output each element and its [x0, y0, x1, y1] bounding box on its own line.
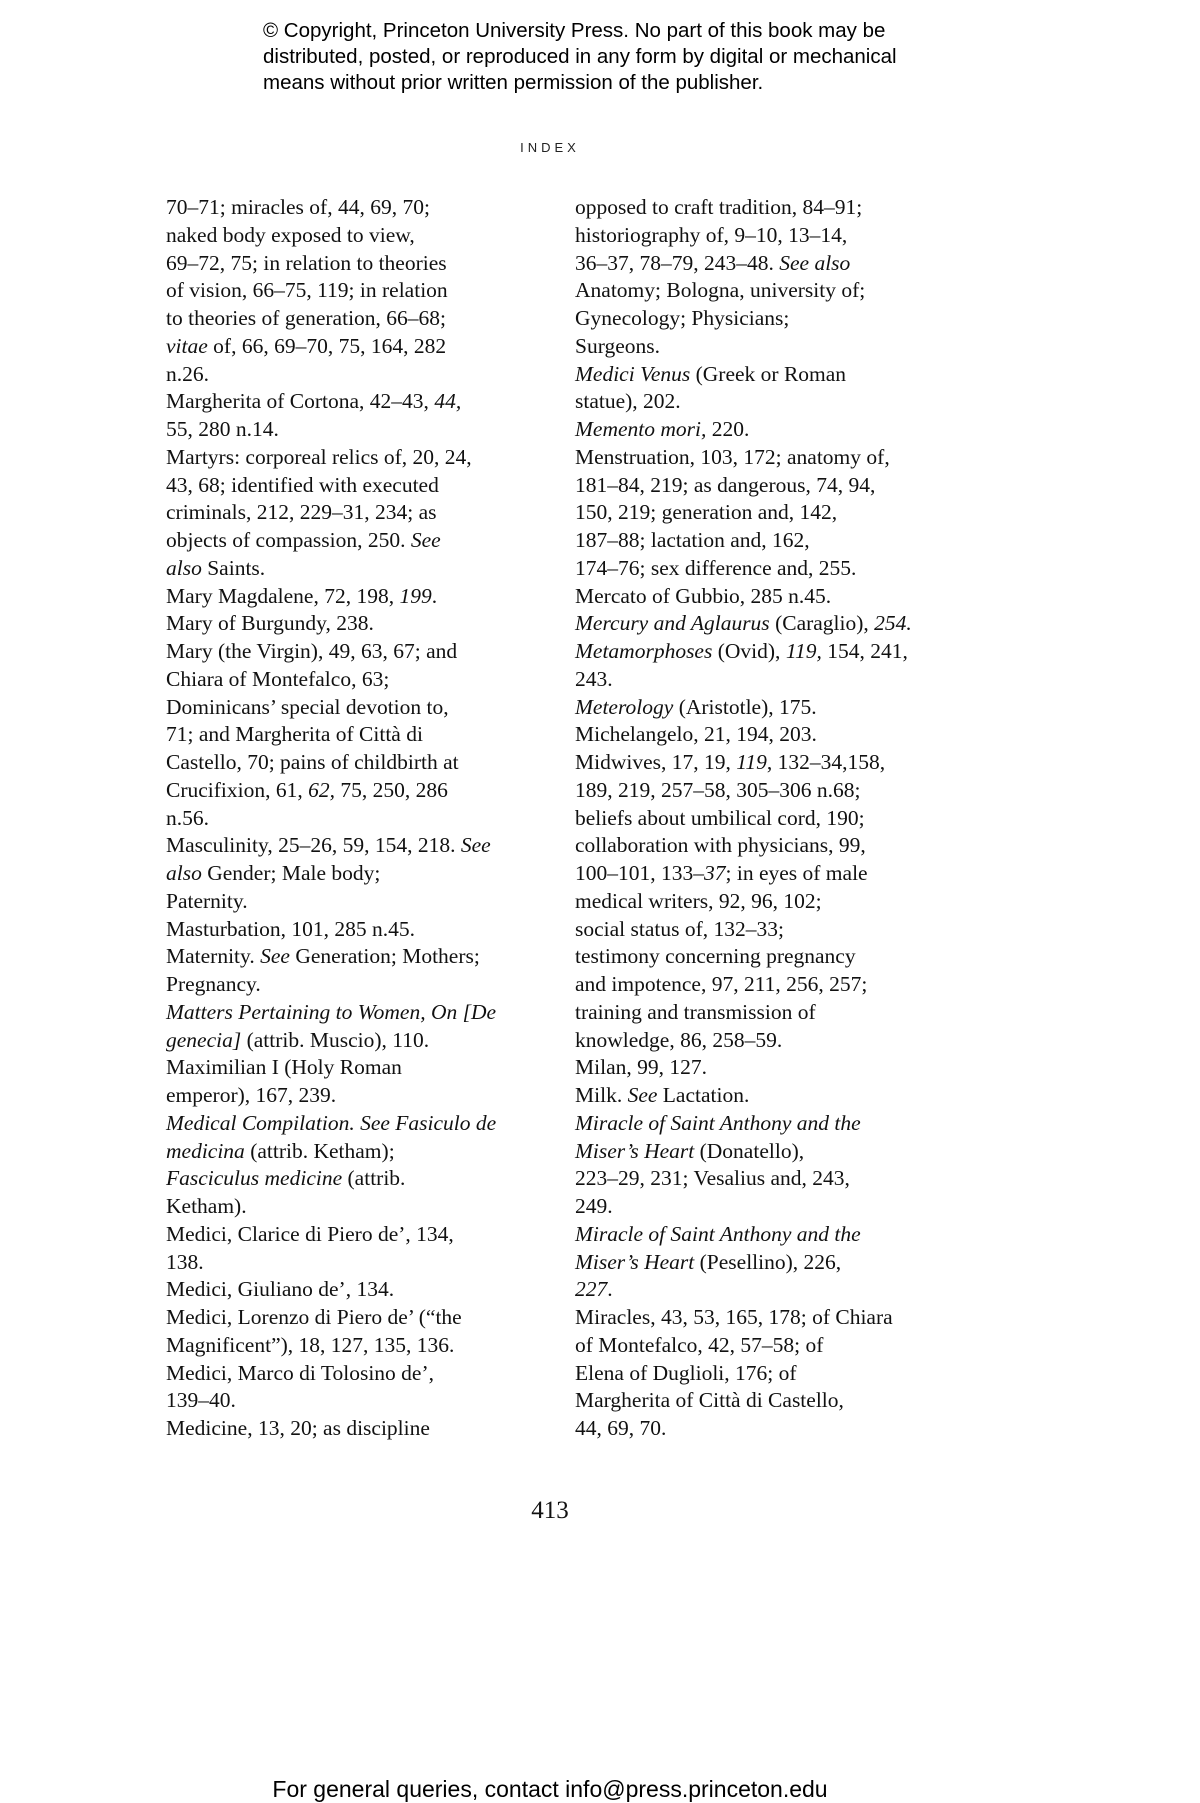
index-entry-line: [166, 333, 538, 361]
index-entry: [575, 1304, 947, 1443]
index-entry: [166, 943, 538, 999]
index-entry: [166, 1221, 538, 1277]
entry-text: statue), 202.: [575, 389, 681, 414]
index-entry: [166, 832, 538, 915]
index-entry-line: [575, 1054, 947, 1082]
entry-text: training and transmission of: [575, 999, 816, 1024]
italic-text: 199: [399, 583, 432, 608]
index-entry-line: [575, 277, 947, 305]
entry-text: Mary (the Virgin), 49, 63, 67; and: [166, 639, 458, 663]
index-entry: [575, 1082, 947, 1110]
entry-text: 75, 250, 286: [335, 777, 448, 802]
index-entry-line: [166, 666, 538, 694]
index-entry-line: [166, 1304, 538, 1332]
entry-text: (attrib.: [342, 1166, 406, 1191]
entry-text: objects of compassion, 250.: [166, 528, 411, 552]
italic-text: 44,: [434, 389, 462, 414]
entry-text: of vision, 66–75, 119; in relation: [166, 278, 448, 303]
page-number: 413: [531, 1497, 569, 1524]
index-entry-line: [166, 805, 538, 833]
index-entry-line: [575, 555, 947, 583]
italic-text: 37: [704, 861, 726, 885]
entry-text: Magnificent”), 18, 127, 135, 136.: [166, 1332, 455, 1357]
index-entry-line: [166, 749, 538, 777]
index-entry-line: [166, 888, 538, 916]
entry-text: to theories of generation, 66–68;: [166, 306, 447, 330]
index-entry-line: [166, 971, 538, 999]
entry-text: 174–76; sex difference and, 255.: [575, 555, 857, 580]
italic-text: See: [260, 944, 290, 969]
index-entry-line: [575, 1110, 947, 1138]
italic-text: 254.: [874, 611, 912, 636]
italic-text: Mercury and Aglaurus: [575, 611, 770, 636]
entry-text: Lactation.: [657, 1083, 750, 1107]
entry-text: emperor), 167, 239.: [166, 1083, 337, 1107]
entry-text: Mary of Burgundy, 238.: [166, 611, 374, 636]
index-entry-line: [166, 1276, 538, 1304]
index-entry: [166, 583, 538, 611]
entry-text: Margherita of Città di Castello,: [575, 1388, 844, 1413]
entry-text: 100–101, 133–: [575, 861, 704, 885]
index-entry-line: [166, 721, 538, 749]
index-entry: [575, 194, 947, 361]
index-entry-line: [575, 666, 947, 694]
copyright-line: means without prior written permission of the publisher.: [263, 71, 764, 94]
index-entry: [166, 610, 538, 638]
italic-text: medicina: [166, 1138, 245, 1163]
entry-text: Medici, Lorenzo di Piero de’ (“the: [166, 1305, 462, 1329]
index-entry-line: [575, 860, 947, 888]
entry-text: 55, 280 n.14.: [166, 417, 279, 441]
copyright-notice: [263, 18, 1023, 96]
italic-text: also: [166, 861, 202, 885]
index-entry: [166, 916, 538, 944]
entry-text: Generation; Mothers;: [289, 944, 480, 969]
index-entry-line: [575, 1276, 947, 1304]
index-entry-line: [166, 277, 538, 305]
italic-text: 62,: [308, 777, 335, 802]
index-entry: [575, 1110, 947, 1221]
italic-text: Medici Venus: [575, 361, 691, 386]
index-entry-line: [166, 1415, 538, 1443]
entry-text: Crucifixion, 61,: [166, 777, 309, 802]
index-entry-line: [575, 1304, 947, 1332]
entry-text: 223–29, 231; Vesalius and, 243,: [575, 1166, 850, 1191]
index-entry-line: [575, 888, 947, 916]
italic-text: Miracle of Saint Anthony and the: [575, 1110, 861, 1135]
index-entry: [575, 721, 947, 749]
index-entry-line: [166, 638, 538, 666]
entry-text: Medici, Clarice di Piero de’, 134,: [166, 1221, 454, 1246]
entry-text: criminals, 212, 229–31, 234; as: [166, 500, 437, 525]
index-entry-line: [166, 388, 538, 416]
entry-text: n.26.: [166, 361, 209, 386]
entry-text: ; in eyes of male: [725, 861, 868, 885]
index-entry: [166, 1054, 538, 1110]
index-entry: [166, 999, 538, 1055]
entry-text: (Pesellino), 226,: [694, 1249, 842, 1274]
index-entry-line: [575, 333, 947, 361]
index-entry-line: [575, 527, 947, 555]
index-entry-line: [166, 999, 538, 1027]
index-entry-line: [575, 694, 947, 722]
index-entry-line: [166, 444, 538, 472]
index-entry-line: [575, 1193, 947, 1221]
entry-text: 71; and Margherita of Città di: [166, 722, 423, 747]
index-entry-line: [575, 749, 947, 777]
entry-text: Medici, Marco di Tolosino de’,: [166, 1360, 434, 1385]
italic-text: Miser’s Heart: [575, 1249, 695, 1274]
entry-text: .: [607, 1277, 613, 1302]
index-entry-line: [166, 1110, 538, 1138]
index-entry-line: [166, 1249, 538, 1277]
entry-text: (Ovid),: [712, 639, 786, 663]
index-entry-line: [166, 527, 538, 555]
entry-text: historiography of, 9–10, 13–14,: [575, 222, 848, 247]
entry-text: Chiara of Montefalco, 63;: [166, 666, 390, 691]
index-entry-line: [575, 1221, 947, 1249]
entry-text: 189, 219, 257–58, 305–306 n.68;: [575, 777, 861, 802]
italic-text: Miser’s Heart: [575, 1138, 695, 1163]
index-entry-line: [575, 499, 947, 527]
index-entry-line: [166, 1221, 538, 1249]
entry-text: .: [431, 583, 438, 608]
index-entry-line: [166, 832, 538, 860]
italic-text: also: [166, 555, 202, 580]
italic-text: 227: [575, 1277, 608, 1302]
index-entry: [166, 388, 538, 444]
index-entry-line: [166, 943, 538, 971]
copyright-line: © Copyright, Princeton University Press. No part of this book may be: [263, 19, 886, 42]
entry-text: Mary Magdalene, 72, 198,: [166, 583, 400, 608]
index-entry-line: [166, 305, 538, 333]
entry-text: 150, 219; generation and, 142,: [575, 500, 838, 525]
italic-text: vitae: [166, 333, 208, 358]
entry-text: Milan, 99, 127.: [575, 1055, 707, 1080]
index-entry-line: [575, 971, 947, 999]
index-entry: [575, 638, 947, 694]
index-entry: [166, 444, 538, 583]
entry-text: Anatomy; Bologna, university of;: [575, 278, 866, 303]
entry-text: naked body exposed to view,: [166, 222, 415, 247]
index-entry-line: [575, 1415, 947, 1443]
index-entry: [166, 1304, 538, 1360]
italic-text: Miracle of Saint Anthony and the: [575, 1221, 861, 1246]
italic-text: Memento mori,: [575, 417, 707, 441]
index-entry-line: [575, 444, 947, 472]
index-entry-line: [575, 305, 947, 333]
index-entry: [166, 1415, 538, 1443]
entry-text: testimony concerning pregnancy: [575, 944, 856, 969]
index-entry-line: [166, 1054, 538, 1082]
entry-text: and impotence, 97, 211, 256, 257;: [575, 972, 868, 996]
index-entry-line: [575, 1027, 947, 1055]
index-entry-line: [166, 694, 538, 722]
entry-text: (Caraglio),: [769, 611, 875, 636]
index-entry-line: [575, 388, 947, 416]
index-entry: [166, 1276, 538, 1304]
index-entry-line: [575, 1249, 947, 1277]
index-entry: [575, 749, 947, 1054]
entry-text: Gynecology; Physicians;: [575, 306, 790, 330]
entry-text: Menstruation, 103, 172; anatomy of,: [575, 444, 890, 469]
index-entry-line: [166, 1332, 538, 1360]
index-entry-line: [575, 194, 947, 222]
footer-contact: For general queries, contact info@press.princeton.edu: [272, 1776, 828, 1802]
index-entry-line: [166, 916, 538, 944]
entry-text: of, 66, 69–70, 75, 164, 282: [207, 333, 447, 358]
index-entry-line: [166, 583, 538, 611]
entry-text: n.56.: [166, 805, 209, 830]
index-entry-line: [166, 472, 538, 500]
entry-text: 154, 241,: [821, 639, 908, 663]
index-entry-line: [166, 555, 538, 583]
entry-text: Ketham).: [166, 1194, 247, 1218]
entry-text: Elena of Duglioli, 176; of: [575, 1360, 797, 1385]
entry-text: 187–88; lactation and, 162,: [575, 528, 810, 552]
index-entry-line: [575, 1082, 947, 1110]
entry-text: (Greek or Roman: [690, 361, 847, 386]
italic-text: Matters Pertaining to Women, On [De: [166, 999, 497, 1024]
index-entry-line: [166, 1082, 538, 1110]
index-entry-line: [166, 499, 538, 527]
index-entry-line: [575, 250, 947, 278]
entry-text: 43, 68; identified with executed: [166, 472, 439, 497]
index-entry: [575, 444, 947, 583]
entry-text: Maternity.: [166, 944, 261, 969]
entry-text: Maximilian I (Holy Roman: [166, 1055, 402, 1080]
entry-text: knowledge, 86, 258–59.: [575, 1027, 783, 1052]
entry-text: Miracles, 43, 53, 165, 178; of Chiara: [575, 1305, 893, 1329]
entry-text: Medici, Giuliano de’, 134.: [166, 1277, 395, 1302]
entry-text: Margherita of Cortona, 42–43,: [166, 389, 435, 414]
index-entry-line: [575, 916, 947, 944]
entry-text: medical writers, 92, 96, 102;: [575, 888, 822, 913]
entry-text: 220.: [706, 417, 750, 441]
index-entry-line: [575, 1332, 947, 1360]
entry-text: 139–40.: [166, 1388, 236, 1413]
index-entry-line: [166, 1360, 538, 1388]
index-entry: [166, 1110, 538, 1221]
entry-text: Castello, 70; pains of childbirth at: [166, 750, 459, 774]
index-entry-line: [575, 222, 947, 250]
index-entry-line: [575, 1387, 947, 1415]
entry-text: Milk.: [575, 1083, 628, 1107]
entry-text: (Aristotle), 175.: [673, 694, 817, 719]
entry-text: of Montefalco, 42, 57–58; of: [575, 1332, 824, 1357]
entry-text: 181–84, 219; as dangerous, 74, 94,: [575, 472, 876, 497]
italic-text: See: [627, 1083, 658, 1107]
index-entry-line: [166, 222, 538, 250]
index-entry: [166, 194, 538, 388]
entry-text: Masculinity, 25–26, 59, 154, 218.: [166, 833, 461, 858]
italic-text: Metamorphoses: [575, 639, 713, 663]
index-entry: [575, 694, 947, 722]
italic-text: 119: [736, 750, 767, 774]
index-entry-line: [575, 999, 947, 1027]
italic-text: See also: [779, 250, 851, 275]
entry-text: 44, 69, 70.: [575, 1416, 667, 1440]
index-entry-line: [166, 1165, 538, 1193]
index-entry-line: [166, 777, 538, 805]
index-entry-line: [166, 1138, 538, 1166]
index-entry: [575, 610, 947, 638]
italic-text: Meterology: [575, 694, 674, 719]
italic-text: 119,: [785, 639, 822, 663]
entry-text: 243.: [575, 666, 613, 691]
index-column-right: [575, 194, 947, 1443]
index-entry-line: [166, 610, 538, 638]
entry-text: Masturbation, 101, 285 n.45.: [166, 916, 416, 941]
entry-text: Midwives, 17, 19,: [575, 750, 737, 774]
entry-text: Pregnancy.: [166, 972, 261, 996]
entry-text: Dominicans’ special devotion to,: [166, 694, 449, 719]
index-entry-line: [575, 1360, 947, 1388]
entry-text: Mercato of Gubbio, 285 n.45.: [575, 583, 832, 608]
entry-text: 70–71; miracles of, 44, 69, 70;: [166, 195, 430, 219]
entry-text: Paternity.: [166, 888, 248, 913]
index-entry: [575, 416, 947, 444]
index-entry: [166, 638, 538, 832]
index-column-left: [166, 194, 538, 1443]
index-entry-line: [575, 805, 947, 833]
index-entry-line: [575, 1165, 947, 1193]
running-head: INDEX: [520, 140, 580, 155]
index-entry: [575, 1221, 947, 1304]
index-entry-line: [166, 416, 538, 444]
entry-text: 249.: [575, 1194, 613, 1218]
index-entry: [575, 583, 947, 611]
index-entry-line: [575, 721, 947, 749]
entry-text: Michelangelo, 21, 194, 203.: [575, 722, 817, 747]
entry-text: Gender; Male body;: [201, 861, 381, 885]
entry-text: social status of, 132–33;: [575, 916, 785, 941]
index-entry-line: [575, 610, 947, 638]
entry-text: Saints.: [201, 555, 266, 580]
entry-text: (attrib. Ketham);: [244, 1138, 395, 1163]
index-entry-line: [166, 194, 538, 222]
index-entry-line: [575, 638, 947, 666]
entry-text: Martyrs: corporeal relics of, 20, 24,: [166, 444, 472, 469]
index-entry-line: [575, 943, 947, 971]
entry-text: collaboration with physicians, 99,: [575, 833, 866, 858]
index-entry-line: [575, 416, 947, 444]
index-entry-line: [575, 472, 947, 500]
entry-text: 36–37, 78–79, 243–48.: [575, 250, 780, 275]
index-entry-line: [575, 361, 947, 389]
italic-text: genecia]: [166, 1027, 242, 1052]
entry-text: Surgeons.: [575, 333, 661, 358]
index-entry-line: [575, 1138, 947, 1166]
entry-text: 138.: [166, 1249, 204, 1274]
entry-text: beliefs about umbilical cord, 190;: [575, 805, 865, 830]
italic-text: See: [410, 528, 441, 552]
entry-text: , 132–34,158,: [766, 750, 886, 774]
index-entry-line: [575, 777, 947, 805]
index-entry-line: [575, 832, 947, 860]
entry-text: (attrib. Muscio), 110.: [241, 1027, 430, 1052]
index-entry-line: [166, 1387, 538, 1415]
index-entry: [575, 361, 947, 417]
index-entry-line: [166, 361, 538, 389]
italic-text: See: [460, 833, 491, 858]
entry-text: 69–72, 75; in relation to theories: [166, 250, 447, 275]
entry-text: opposed to craft tradition, 84–91;: [575, 195, 863, 219]
index-entry-line: [166, 1027, 538, 1055]
entry-text: Medicine, 13, 20; as discipline: [166, 1416, 430, 1440]
italic-text: Fasciculus medicine: [166, 1166, 343, 1191]
entry-text: (Donatello),: [694, 1138, 805, 1163]
italic-text: Medical Compilation. See Fasiculo de: [166, 1110, 497, 1135]
index-entry-line: [166, 1193, 538, 1221]
index-entry-line: [166, 860, 538, 888]
index-entry: [166, 1360, 538, 1416]
index-entry-line: [575, 583, 947, 611]
index-entry-line: [166, 250, 538, 278]
copyright-line: distributed, posted, or reproduced in any form by digital or mechanical: [263, 45, 897, 68]
index-entry: [575, 1054, 947, 1082]
